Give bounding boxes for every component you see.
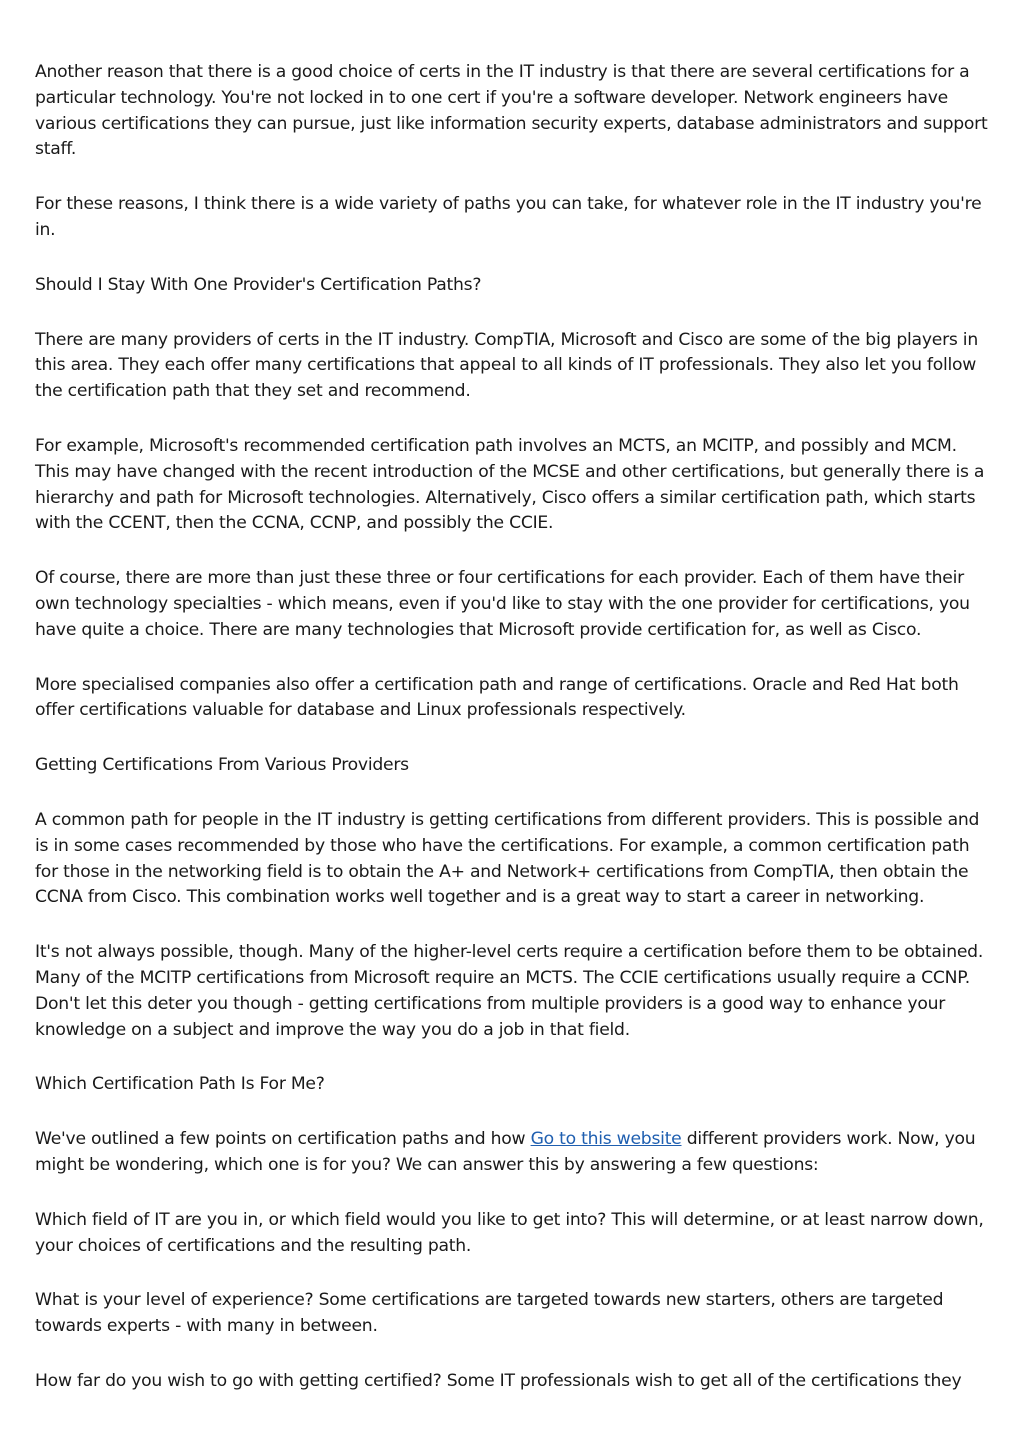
paragraph: Another reason that there is a good choice of certs in the IT industry is that there are several certifications for a particular technology. You're not locked in to one cert if you're a software developer. Network engineers have various certifications they can pursue, just like information security experts, database administrators and support staff. <box>35 62 988 160</box>
paragraph: For example, Microsoft's recommended certification path involves an MCTS, an MCITP, and possibly and MCM. This may have changed with the recent introduction of the MCSE and other certifications, but generally there is a hierarchy and path for Microsoft technologies. Alternatively, Cisco offers a similar certification path, which starts with the CCENT, then the CCNA, CCNP, and possibly the CCIE. <box>35 435 985 534</box>
paragraph: What is your level of experience? Some certifications are targeted towards new starters, others are targeted towards experts - with many in between. <box>35 1290 944 1337</box>
section-heading: Getting Certifications From Various Providers <box>35 755 409 776</box>
paragraph: A common path for people in the IT industry is getting certifications from different providers. This is possible and is in some cases recommended by those who have the certifications. For example, a common certification path for those in the networking field is to obtain the A+ and Network+ certifications from CompTIA, then obtain the CCNA from Cisco. This combination works well together and is a great way to start a career in networking. <box>35 809 980 908</box>
link-paragraph-after: different providers work. Now, you might be wondering, which one is for you? We can answer this by answering a few questions: <box>35 1129 976 1175</box>
paragraph: There are many providers of certs in the IT industry. CompTIA, Microsoft and Cisco are some of the big players in this area. They each offer many certifications that appeal to all kinds of IT professionals. They also let you follow the certification path that they set and recommend. <box>35 329 978 402</box>
section-heading: Which Certification Path Is For Me? <box>35 1074 325 1095</box>
paragraph: For these reasons, I think there is a wide variety of paths you can take, for whatever role in the IT industry you're in. <box>35 194 982 240</box>
paragraph: More specialised companies also offer a certification path and range of certifications. Oracle and Red Hat both offer certifications valuable for database and Linux professionals respectively. <box>35 674 959 721</box>
paragraph: Which field of IT are you in, or which field would you like to get into? This will determine, or at least narrow down, your choices of certifications and the resulting path. <box>35 1209 984 1256</box>
paragraph: How far do you wish to go with getting certified? Some IT professionals wish to get all of the certifications they <box>35 1370 962 1391</box>
paragraph: It's not always possible, though. Many of the higher-level certs require a certification before them to be obtained. Many of the MCITP certifications from Microsoft require an MCTS. The CCIE certifications usually require a CCNP. Don't let this deter you though - getting certifications from multiple providers is a good way to enhance your knowledge on a subject and improve the way you do a job in that field. <box>35 942 984 1040</box>
website-link[interactable]: Go to this website <box>530 1129 682 1150</box>
section-heading: Should I Stay With One Provider's Certification Paths? <box>35 274 482 295</box>
document-page <box>35 60 989 1424</box>
paragraph: Of course, there are more than just these three or four certifications for each provider. Each of them have their own technology specialties - which means, even if you'd like to stay with the one provider for certifications, you have quite a choice. There are many technologies that Microsoft provide certification for, as well as Cisco. <box>35 568 970 640</box>
paragraph-with-link <box>35 1127 989 1179</box>
link-paragraph-before: We've outlined a few points on certification paths and how <box>35 1129 531 1150</box>
